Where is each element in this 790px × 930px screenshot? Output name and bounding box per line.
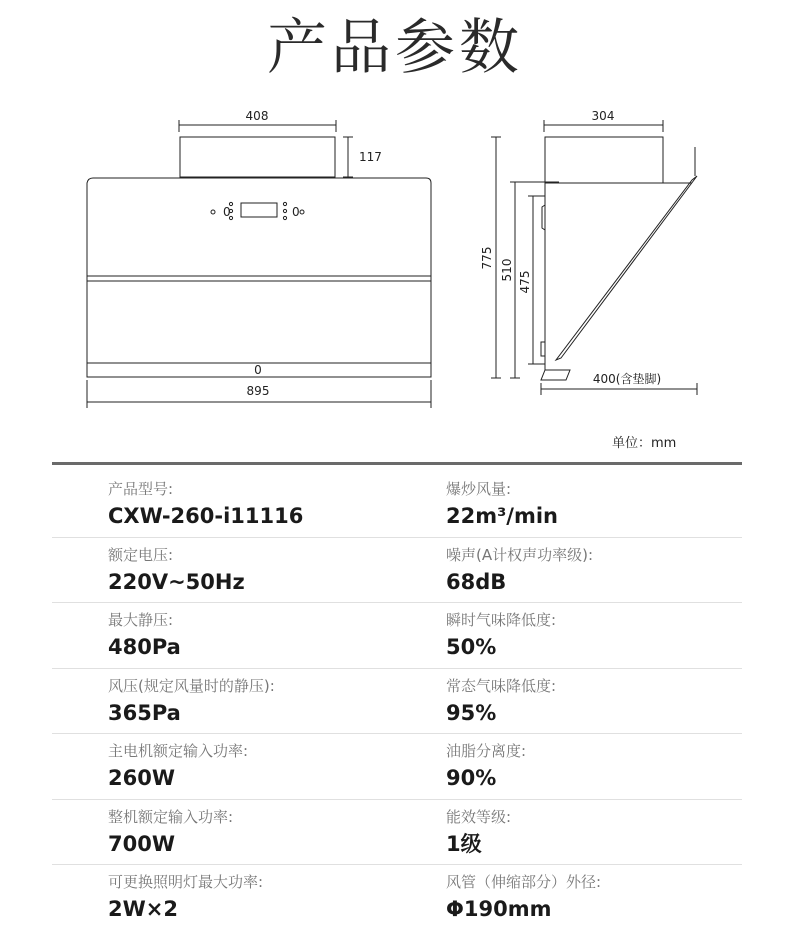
spec-label: 额定电压:: [108, 545, 174, 564]
spec-item: [108, 545, 245, 596]
spec-label: 能效等级:: [446, 807, 512, 826]
spec-item: [108, 676, 275, 727]
spec-value: 220V~50Hz: [108, 569, 245, 594]
spec-label: 油脂分离度:: [446, 742, 527, 760]
spec-label: 噪声(A计权声功率级):: [446, 545, 594, 564]
spec-value: 260W: [108, 766, 175, 790]
bottom-depth-label: 400(含垫脚): [592, 372, 662, 386]
spec-value: 22m³/min: [446, 504, 559, 528]
dimension-drawing: [0, 0, 790, 430]
spec-row: [52, 472, 742, 538]
duct-width-label: 408: [245, 109, 269, 123]
spec-label: 主电机额定输入功率:: [108, 742, 249, 760]
spec-label: 整机额定输入功率:: [108, 807, 234, 826]
spec-row: [52, 669, 742, 735]
spec-label: 爆炒风量:: [446, 480, 512, 498]
spec-label: 常态气味降低度:: [446, 676, 557, 695]
height-510-label: 510: [500, 258, 514, 282]
spec-value: 90%: [446, 766, 497, 790]
spec-item: [108, 872, 263, 923]
duct-box: [180, 137, 335, 177]
glass-panel: [556, 176, 697, 360]
spec-value: 480Pa: [108, 635, 181, 659]
spec-row: [52, 603, 742, 669]
spec-value: 700W: [108, 831, 175, 856]
spec-value: 365Pa: [108, 700, 181, 725]
bottom-indicator: 0: [254, 363, 262, 377]
unit-label: 单位：mm: [612, 436, 677, 451]
display-digit-left: 0: [223, 205, 231, 219]
spec-value: 68dB: [446, 569, 507, 594]
spec-row: [52, 538, 742, 604]
total-width-label: 895: [246, 384, 270, 398]
spec-row: [52, 734, 742, 800]
spec-item: [446, 872, 601, 923]
side-view: [491, 120, 697, 395]
spec-row: [52, 800, 742, 866]
spec-item: [108, 479, 303, 530]
height-775-label: 775: [480, 246, 494, 270]
spec-row: [52, 865, 742, 930]
duct-height-label: 117: [359, 150, 382, 164]
spec-item: [446, 479, 558, 530]
spec-value: 50%: [446, 635, 497, 659]
spec-item: [108, 807, 233, 858]
spec-label: 产品型号:: [108, 480, 174, 498]
hood-body: [87, 178, 431, 377]
spec-label: 瞬时气味降低度:: [446, 611, 557, 629]
spec-item: [446, 807, 511, 858]
spec-label: 风压(规定风量时的静压):: [108, 676, 275, 695]
spec-table: [52, 472, 742, 930]
display-digit-right: 0: [292, 205, 300, 219]
spec-value: 1级: [446, 831, 482, 856]
spec-label: 最大静压:: [108, 611, 174, 629]
spec-value: 2W×2: [108, 897, 178, 921]
spec-item: [446, 676, 556, 727]
spec-item: [108, 741, 248, 792]
height-475-label: 475: [518, 270, 532, 294]
side-duct: [545, 137, 663, 183]
spec-item: [108, 610, 181, 661]
spec-label: 可更换照明灯最大功率:: [108, 873, 264, 891]
depth-label: 304: [591, 109, 615, 123]
spec-label: 风管（伸缩部分）外径:: [446, 873, 602, 891]
spec-value: CXW-260-i11116: [108, 504, 304, 528]
spec-value: 95%: [446, 700, 497, 725]
page-title: 产品参数: [267, 13, 523, 83]
spec-item: [446, 545, 593, 596]
display-window: [241, 203, 277, 217]
spec-item: [446, 741, 526, 792]
section-divider: [52, 462, 742, 465]
spec-item: [446, 610, 556, 661]
spec-value: Φ190mm: [446, 897, 552, 921]
